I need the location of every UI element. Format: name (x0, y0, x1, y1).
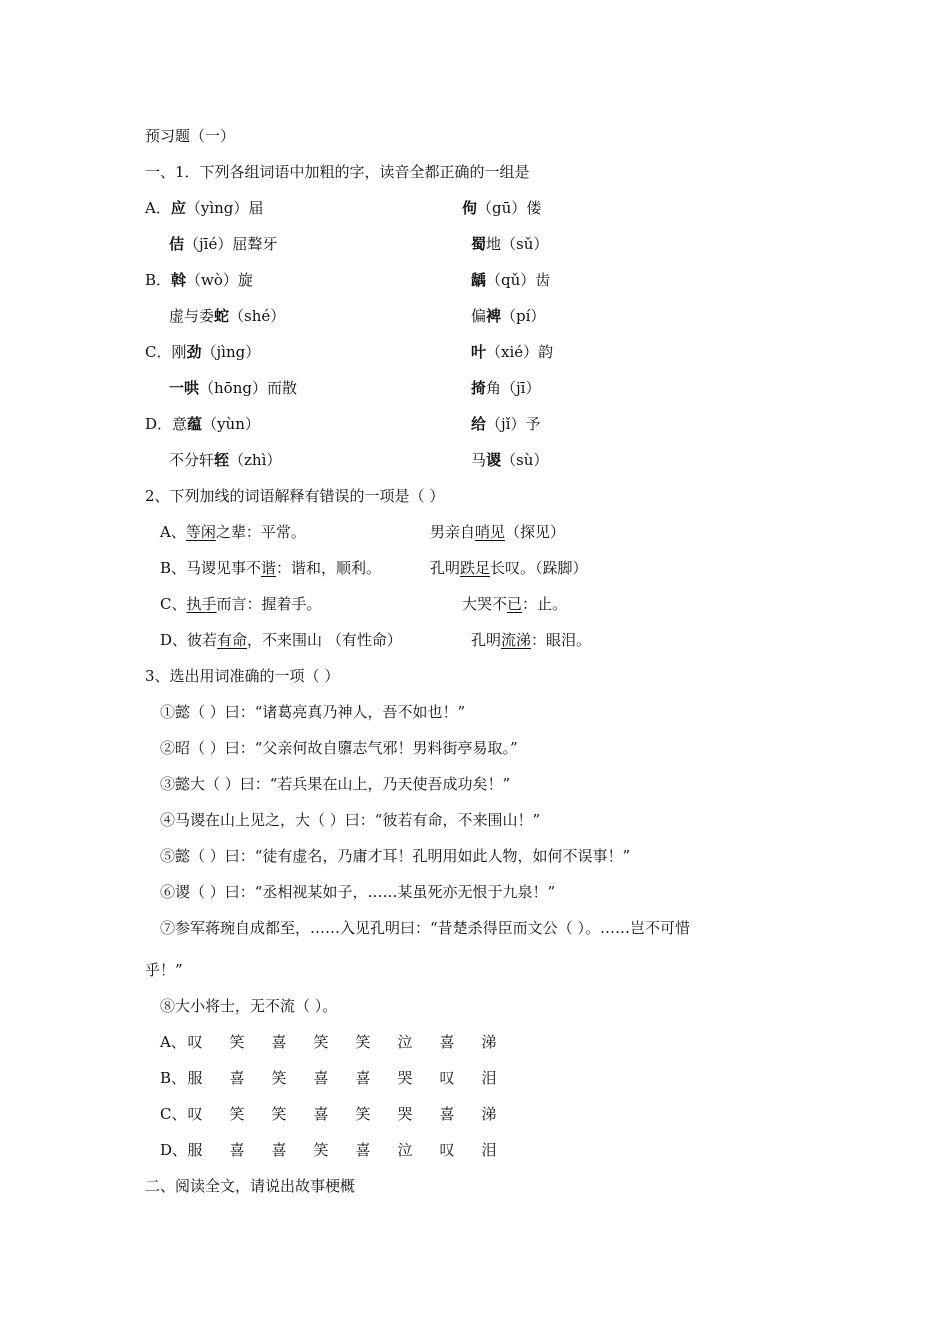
q1-option-b-word2: 龋（qǔ）齿 (471, 271, 551, 289)
q3-option-c-word: 叹 (187, 1105, 203, 1123)
q3-option-a-word: 笑 (355, 1033, 371, 1051)
q3-option-b-word: 喜 (313, 1069, 329, 1087)
q3-option-b: B、 服 喜 笑 喜 喜 哭 叹 泪 (160, 1068, 520, 1088)
q1-option-a-word2: 佝（gū）偻 (462, 199, 542, 217)
q3-item-6: ⑥谡（ ）曰：“丞相视某如子，……某虽死亦无恨于九泉！” (160, 883, 556, 901)
q1-option-a: A．应（yìng）届 (145, 199, 264, 217)
q1-option-d: D．意蕴（yùn） (145, 415, 260, 433)
q1-option-a-word4: 蜀地（sǔ） (471, 235, 549, 253)
q2-stem: 2、下列加线的词语解释有错误的一项是（ ） (145, 487, 445, 505)
q3-option-c-word: 涕 (481, 1105, 497, 1123)
q1-option-d-word4: 马谡（sù） (471, 451, 549, 469)
q3-option-a-word: 涕 (481, 1033, 497, 1051)
q3-option-c-word: 喜 (439, 1105, 455, 1123)
q1-option-b-word3: 虚与委蛇（shé） (169, 307, 286, 325)
q3-option-b-word: 泪 (481, 1069, 497, 1087)
q3-option-a-word: 笑 (313, 1033, 329, 1051)
q1-option-c: C．刚劲（jìng） (145, 343, 261, 361)
q3-item-8: ⑧大小将士，无不流（ ）。 (160, 997, 338, 1015)
q3-option-a-word: 喜 (271, 1033, 287, 1051)
q3-option-c-word: 哭 (397, 1105, 413, 1123)
q3-option-c-word: 喜 (313, 1105, 329, 1123)
q3-item-5: ⑤懿（ ）曰：“徒有虚名，乃庸才耳！孔明用如此人物，如何不误事！” (160, 847, 631, 865)
q2-option-c-right: 大哭不已：止。 (462, 595, 568, 613)
q2-option-d-right: 孔明流涕：眼泪。 (471, 631, 592, 649)
q1-option-c-word4: 掎角（jī） (471, 379, 541, 397)
q3-option-d-word: 泣 (397, 1141, 413, 1159)
page-title: 预习题（一） (145, 127, 236, 145)
q3-option-b-word: 笑 (271, 1069, 287, 1087)
q3-item-1: ①懿（ ）曰：“诸葛亮真乃神人，吾不如也！” (160, 703, 466, 721)
q3-item-7-continued: 乎！” (145, 961, 183, 979)
q3-option-d-word: 叹 (439, 1141, 455, 1159)
section-2-heading: 二、阅读全文，请说出故事梗概 (145, 1177, 356, 1195)
q3-option-d: D、 服 喜 喜 笑 喜 泣 叹 泪 (160, 1140, 520, 1160)
q3-option-d-word: 喜 (355, 1141, 371, 1159)
q2-option-b-right: 孔明跌足长叹。（跺脚） (430, 559, 588, 577)
q3-option-b-word: 哭 (397, 1069, 413, 1087)
q3-option-c: C、 叹 笑 笑 喜 笑 哭 喜 涕 (160, 1104, 520, 1124)
q1-option-d-word2: 给（jǐ）予 (471, 415, 541, 433)
q1-option-d-word3: 不分轩轾（zhì） (169, 451, 282, 469)
q3-option-b-word: 叹 (439, 1069, 455, 1087)
q3-option-a-word: 喜 (439, 1033, 455, 1051)
q2-option-b-left: B、马谡见事不谐：谐和，顺利。 (160, 559, 382, 577)
q3-option-d-word: 喜 (271, 1141, 287, 1159)
q1-stem: 一、1．下列各组词语中加粗的字，读音全都正确的一组是 (145, 163, 530, 181)
q3-option-b-word: 喜 (355, 1069, 371, 1087)
q3-item-2: ②昭（ ）曰：“父亲何故自隳志气邪！男料街亭易取。” (160, 739, 518, 757)
q3-option-b-word: 服 (187, 1069, 203, 1087)
q3-item-3: ③懿大（ ）曰：“若兵果在山上，乃天使吾成功矣！” (160, 775, 511, 793)
q2-option-a-left: A、等闲之辈：平常。 (160, 523, 306, 541)
q3-option-d-word: 服 (187, 1141, 203, 1159)
q3-option-c-word: 笑 (229, 1105, 245, 1123)
q3-option-d-word: 泪 (481, 1141, 497, 1159)
q1-option-c-word2: 叶（xié）韵 (471, 343, 554, 361)
q3-option-a-word: 叹 (187, 1033, 203, 1051)
q2-option-a-right: 男亲自哨见（探见） (430, 523, 566, 541)
q3-option-a: A、 叹 笑 喜 笑 笑 泣 喜 涕 (160, 1032, 520, 1052)
q1-option-c-word3: 一哄（hōng）而散 (169, 379, 297, 397)
q2-option-d-left: D、彼若有命，不来围山 （有性命） (160, 631, 402, 649)
q3-option-b-word: 喜 (229, 1069, 245, 1087)
q3-option-d-word: 笑 (313, 1141, 329, 1159)
q3-option-a-word: 泣 (397, 1033, 413, 1051)
q3-option-a-word: 笑 (229, 1033, 245, 1051)
q2-option-c-left: C、执手而言：握着手。 (160, 595, 322, 613)
q3-stem: 3、选出用词准确的一项（ ） (145, 667, 340, 685)
q1-option-b: B．斡（wò）旋 (145, 271, 253, 289)
q3-item-4: ④马谡在山上见之，大（ ）曰：“彼若有命，不来围山！” (160, 811, 541, 829)
q3-option-c-word: 笑 (271, 1105, 287, 1123)
q3-option-d-word: 喜 (229, 1141, 245, 1159)
q1-option-a-word3: 佶（jīé）屈聱牙 (169, 235, 278, 253)
q3-item-7: ⑦参军蒋琬自成都至，……入见孔明曰：“昔楚杀得臣而文公（ ）。……岂不可惜 (160, 919, 690, 937)
q3-option-c-word: 笑 (355, 1105, 371, 1123)
q1-option-b-word4: 偏裨（pí） (471, 307, 546, 325)
